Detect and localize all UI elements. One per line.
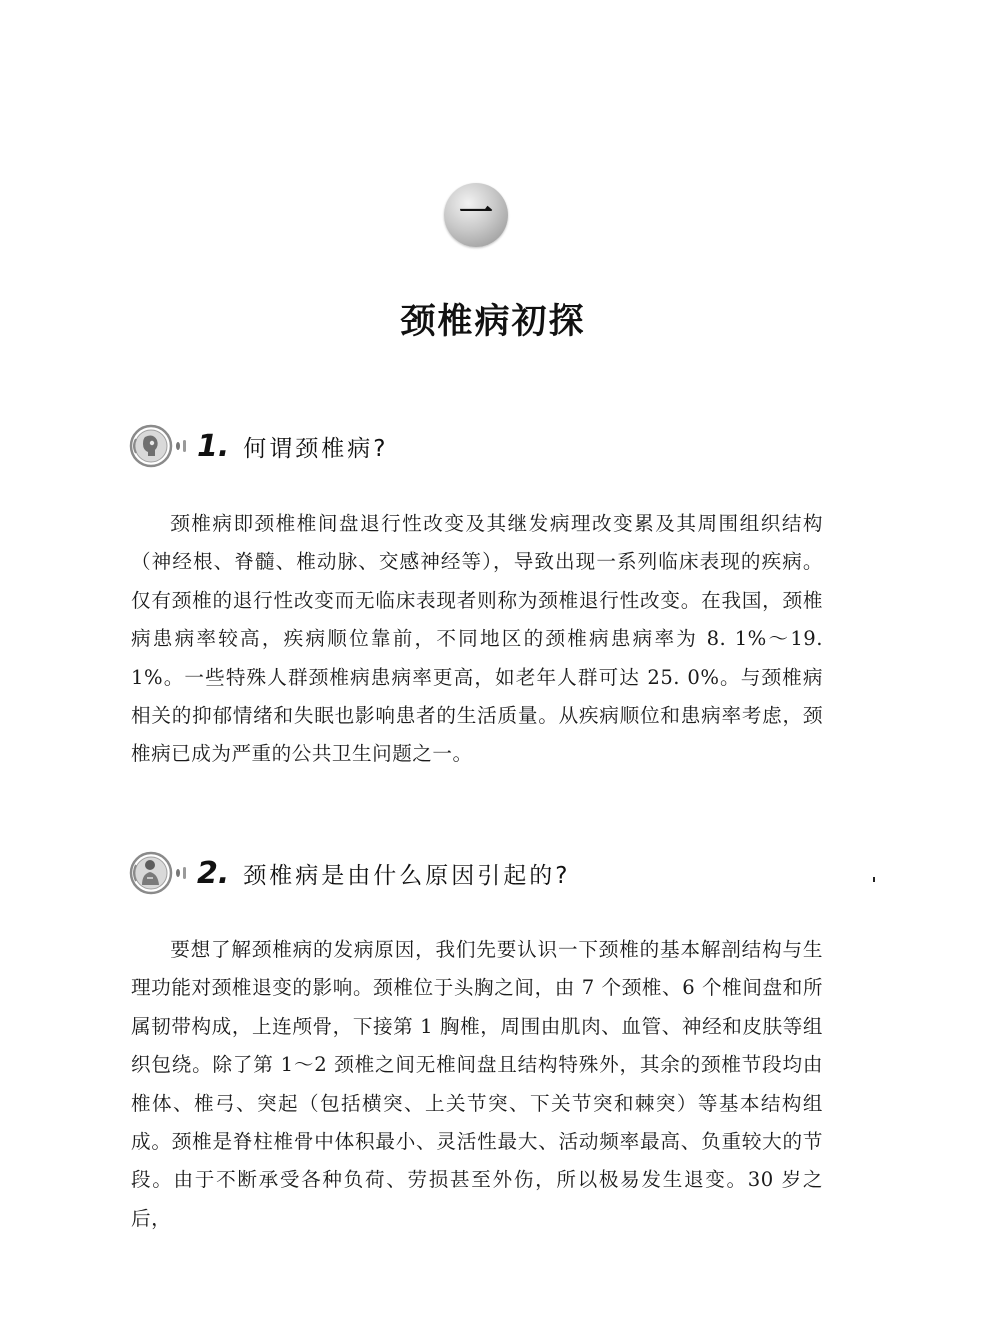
heading-dots	[176, 867, 189, 879]
chapter-title: 颈椎病初探	[400, 302, 586, 342]
chapter-number-badge	[444, 183, 508, 247]
heading-dots	[176, 440, 189, 452]
section-2-heading	[128, 849, 571, 897]
section-2-paragraph: 要想了解颈椎病的发病原因，我们先要认识一下颈椎的基本解剖结构与生理功能对颈椎退变的影响。颈椎位于头胸之间，由 7 个颈椎、6 个椎间盘和所属韧带构成，上连颅骨，下接第 1 胸椎，周围由肌肉、血管、神经和皮肤等组织包绕。除了第 1～2 颈椎之间无椎间盘且结构特殊外，其余的颈椎节段均由椎体、椎弓、突起（包括横突、上关节突、下关节突和棘突）等基本结构组成。颈椎是脊柱椎骨中体积最小、灵活性最大、活动频率最高、负重较大的节段。由于不断承受各种负荷、劳损甚至外伤，所以极易发生退变。30 岁之后，	[131, 938, 823, 1230]
section-1-title: 何谓颈椎病?	[243, 435, 389, 462]
section-1-heading	[128, 422, 389, 470]
section-2-title: 颈椎病是由什么原因引起的?	[243, 862, 571, 889]
section-2-number: 2.	[197, 855, 230, 891]
head-listening-icon	[128, 423, 174, 469]
section-1-number: 1.	[197, 428, 230, 464]
chapter-number: 一	[459, 193, 493, 233]
stray-mark	[873, 877, 875, 882]
section-1-paragraph: 颈椎病即颈椎椎间盘退行性改变及其继发病理改变累及其周围组织结构（神经根、脊髓、椎动脉、交感神经等），导致出现一系列临床表现的疾病。仅有颈椎的退行性改变而无临床表现者则称为颈椎退行性改变。在我国，颈椎病患病率较高，疾病顺位靠前，不同地区的颈椎病患病率为 8. 1%～19. 1%。一些特殊人群颈椎病患病率更高，如老年人群可达 25. 0%。与颈椎病相关的抑郁情绪和失眠也影响患者的生活质量。从疾病顺位和患病率考虑，颈椎病已成为严重的公共卫生问题之一。	[131, 512, 823, 766]
person-neck-icon	[128, 850, 174, 896]
